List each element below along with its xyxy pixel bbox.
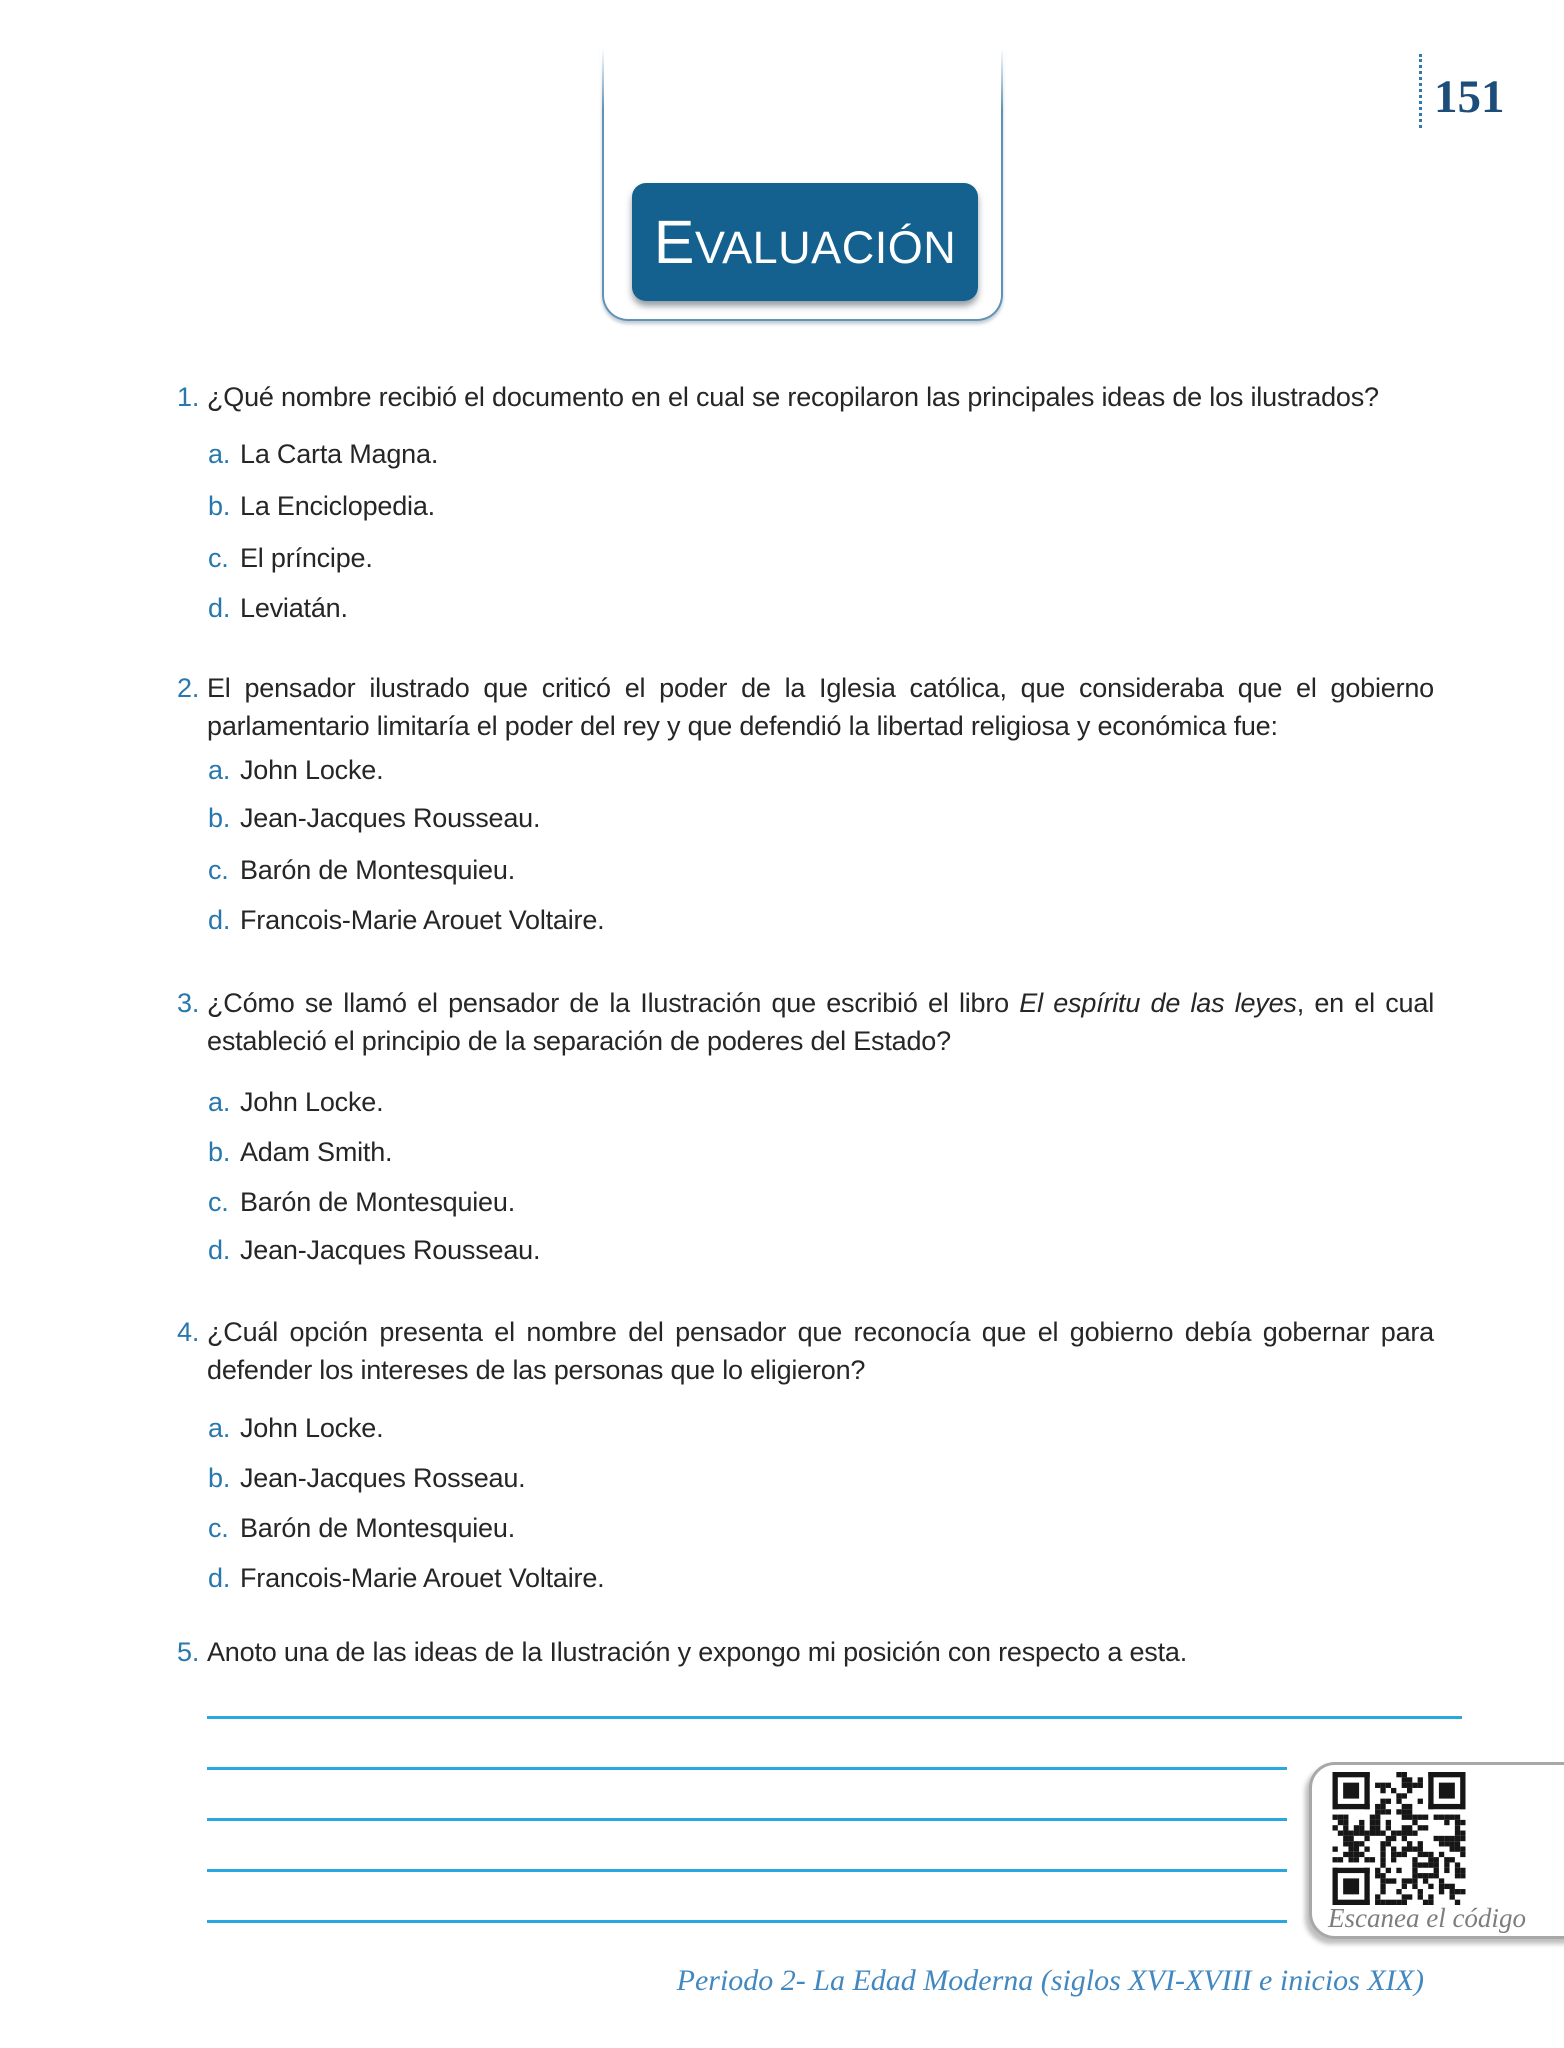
option-text: La Carta Magna.: [240, 439, 439, 469]
question-3-text: [207, 984, 1434, 1060]
question-2-option-b: [208, 800, 540, 836]
question-5-number: 5.: [177, 1637, 200, 1667]
question-2-option-a: [208, 752, 383, 788]
option-letter: c.: [208, 543, 229, 573]
question-2-text: El pensador ilustrado que criticó el poder de la Iglesia católica, que consideraba que el gobierno parlamentario limitaría el poder del rey y que defendió la libertad religiosa y económica fue:: [207, 673, 1434, 741]
option-text: John Locke.: [240, 755, 384, 785]
option-letter: d.: [208, 905, 231, 935]
option-letter: d.: [208, 1235, 231, 1265]
option-letter: a.: [208, 1087, 231, 1117]
evaluation-title-box: [632, 183, 978, 301]
qr-caption: Escanea el código: [1328, 1903, 1526, 1933]
question-4: [177, 1313, 1434, 1389]
question-5: [177, 1633, 1434, 1671]
question-2: [177, 669, 1434, 745]
question-2-option-c: [208, 852, 515, 888]
question-4-text: ¿Cuál opción presenta el nombre del pensador que reconocía que el gobierno debía gobernar para defender los intereses de las personas que lo eligieron?: [207, 1317, 1434, 1385]
option-text: John Locke.: [240, 1413, 384, 1443]
question-1-number: 1.: [177, 382, 200, 412]
option-letter: a.: [208, 755, 231, 785]
question-3-option-d: [208, 1232, 540, 1268]
option-text: El príncipe.: [240, 543, 373, 573]
dotted-line: [1419, 54, 1422, 128]
footer-text: Periodo 2- La Edad Moderna (siglos XVI-XVIII e inicios XIX): [676, 1964, 1424, 1997]
answer-line: [207, 1920, 1287, 1923]
option-letter: b.: [208, 1463, 231, 1493]
question-2-number: 2.: [177, 673, 200, 703]
option-letter: b.: [208, 803, 231, 833]
question-3-option-a: [208, 1084, 383, 1120]
option-letter: c.: [208, 855, 229, 885]
option-text: Barón de Montesquieu.: [240, 1513, 515, 1543]
question-4-option-c: [208, 1510, 515, 1546]
option-text: La Enciclopedia.: [240, 491, 435, 521]
option-letter: c.: [208, 1513, 229, 1543]
question-3-number: 3.: [177, 988, 200, 1018]
option-letter: d.: [208, 593, 231, 623]
answer-line: [207, 1716, 1462, 1719]
qr-card: [1309, 1762, 1564, 1939]
option-text: Leviatán.: [240, 593, 348, 623]
answer-line: [207, 1767, 1287, 1770]
option-letter: a.: [208, 1413, 231, 1443]
option-text: Barón de Montesquieu.: [240, 1187, 515, 1217]
question-3-option-c: [208, 1184, 515, 1220]
option-letter: a.: [208, 439, 231, 469]
question-4-option-d: [208, 1560, 604, 1596]
option-letter: d.: [208, 1563, 231, 1593]
question-3: [177, 984, 1434, 1060]
title-rest: VALUACIÓN: [694, 221, 957, 273]
answer-line: [207, 1869, 1287, 1872]
question-3-text-post: , en el cual estableció el principio de la separación de poderes del Estado?: [207, 988, 1434, 1056]
option-letter: c.: [208, 1187, 229, 1217]
question-1-option-a: [208, 436, 438, 472]
option-text: Barón de Montesquieu.: [240, 855, 515, 885]
option-text: Francois-Marie Arouet Voltaire.: [240, 1563, 605, 1593]
question-1-text: ¿Qué nombre recibió el documento en el cual se recopilaron las principales ideas de los ilustrados?: [207, 382, 1379, 412]
question-2-option-d: [208, 902, 604, 938]
question-1-option-b: [208, 488, 435, 524]
question-5-text: Anoto una de las ideas de la Ilustración y expongo mi posición con respecto a esta.: [207, 1637, 1188, 1667]
option-text: Jean-Jacques Rousseau.: [240, 803, 541, 833]
option-text: Jean-Jacques Rousseau.: [240, 1235, 541, 1265]
qr-code-icon: [1329, 1772, 1469, 1905]
title-initial: E: [653, 207, 695, 276]
page-number: 151: [1434, 71, 1505, 123]
question-1: [177, 378, 1434, 416]
question-3-text-pre: ¿Cómo se llamó el pensador de la Ilustración que escribió el libro: [207, 988, 1020, 1018]
option-text: Adam Smith.: [240, 1137, 393, 1167]
option-text: Jean-Jacques Rosseau.: [240, 1463, 526, 1493]
option-text: Francois-Marie Arouet Voltaire.: [240, 905, 605, 935]
option-text: John Locke.: [240, 1087, 384, 1117]
question-1-option-c: [208, 540, 373, 576]
question-3-option-b: [208, 1134, 392, 1170]
option-letter: b.: [208, 491, 231, 521]
option-letter: b.: [208, 1137, 231, 1167]
question-1-option-d: [208, 590, 348, 626]
question-4-number: 4.: [177, 1317, 200, 1347]
question-3-book-title: El espíritu de las leyes: [1019, 988, 1297, 1018]
question-4-option-a: [208, 1410, 383, 1446]
question-4-option-b: [208, 1460, 525, 1496]
page-title: [653, 207, 957, 276]
answer-line: [207, 1818, 1287, 1821]
